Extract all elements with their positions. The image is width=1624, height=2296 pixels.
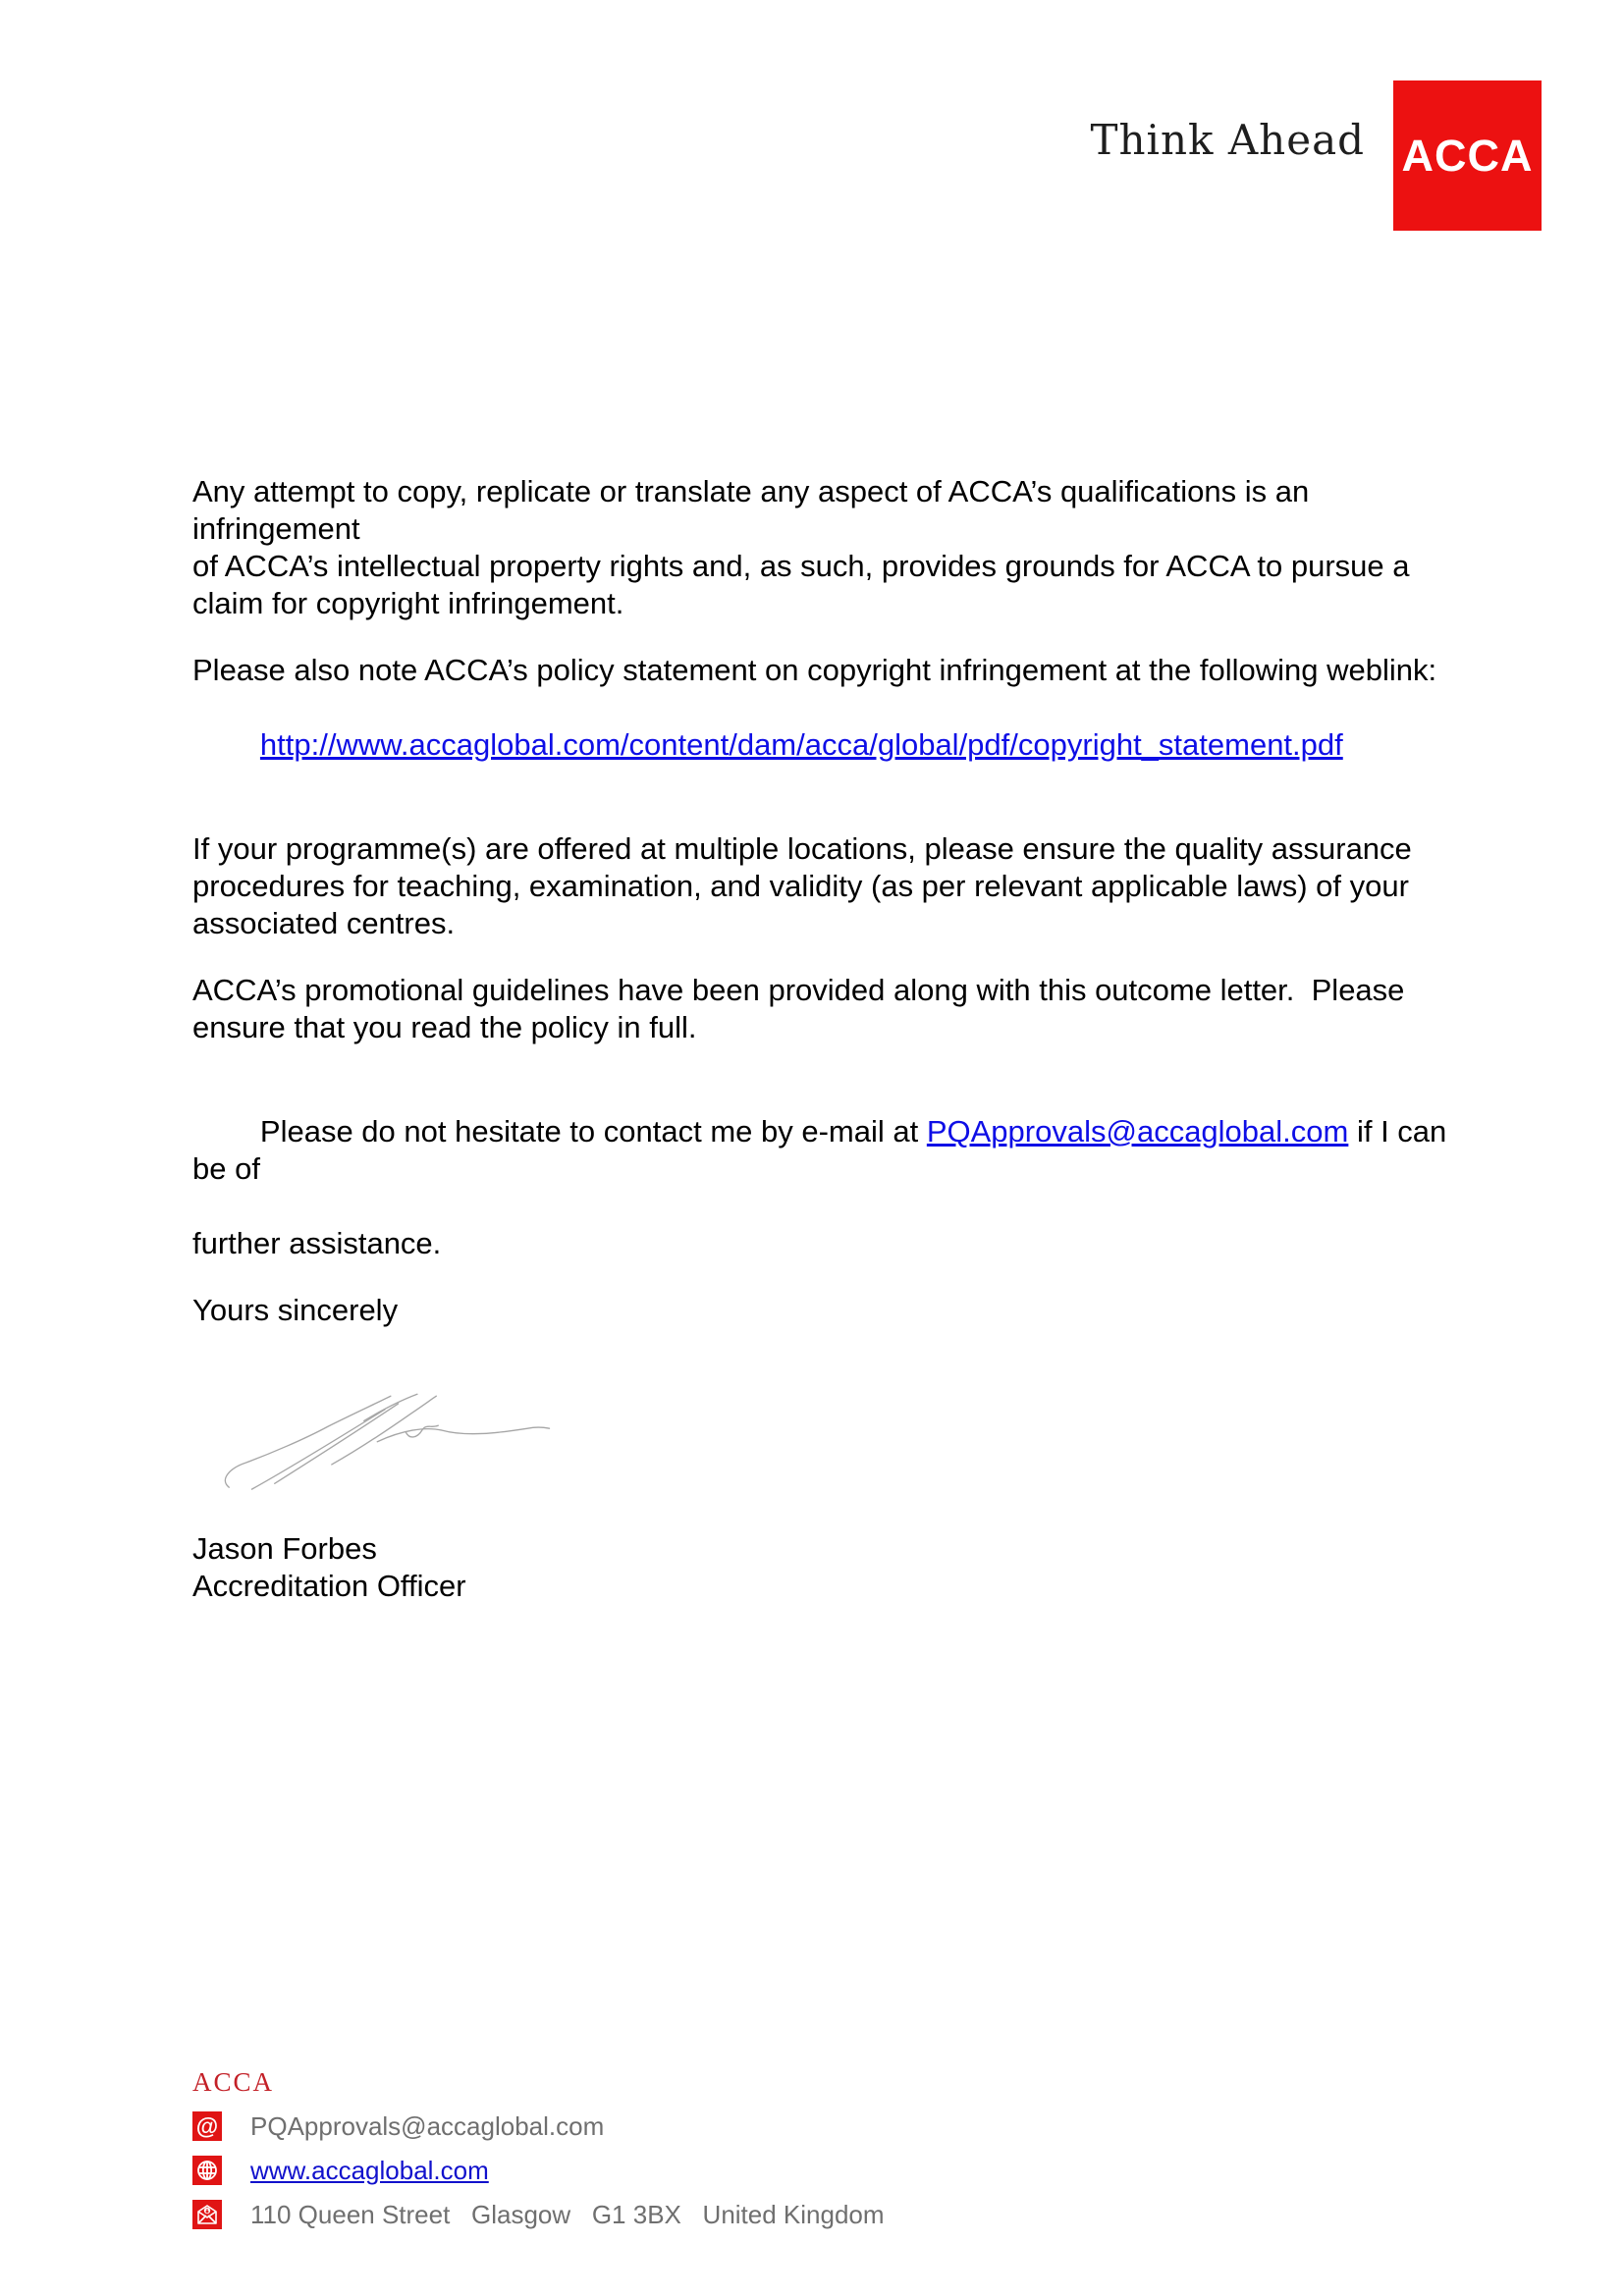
footer [192, 2067, 1272, 2229]
footer-website-row [192, 2156, 1272, 2185]
paragraph-line: ensure that you read the policy in full. [192, 1010, 697, 1044]
paragraph-promotional-guidelines [192, 972, 1479, 1046]
paragraph-multiple-locations [192, 830, 1479, 942]
signature-block [192, 1530, 1479, 1605]
paragraph-line: Any attempt to copy, replicate or translate any aspect of ACCA’s qualifications is an infringement [192, 474, 1318, 546]
acca-logo [1393, 80, 1542, 231]
paragraph-line: further assistance. [192, 1226, 442, 1260]
footer-address-text: 110 Queen Street Glasgow G1 3BX United Kingdom [250, 2199, 885, 2229]
footer-address-row [192, 2200, 1272, 2229]
paragraph-line: Please also note ACCA’s policy statement on copyright infringement at the following weblink: [192, 653, 1437, 687]
paragraph-policy-statement [192, 652, 1479, 801]
footer-acca-wordmark: ACCA [192, 2067, 275, 2097]
mail-icon [192, 2200, 222, 2229]
signature-image [219, 1373, 553, 1493]
acca-logo-text: ACCA [1401, 130, 1534, 181]
globe-icon [192, 2156, 222, 2185]
paragraph-line: procedures for teaching, examination, and validity (as per relevant applicable laws) of your [192, 869, 1409, 903]
pqapprovals-email-link[interactable]: PQApprovals@accaglobal.com [926, 1114, 1349, 1148]
footer-email-text: PQApprovals@accaglobal.com [250, 2110, 605, 2141]
closing-salutation: Yours sincerely [192, 1293, 399, 1327]
paragraph-line: claim for copyright infringement. [192, 586, 624, 620]
think-ahead-tagline: Think Ahead [1090, 116, 1365, 164]
footer-email-row [192, 2111, 1272, 2141]
copyright-statement-link[interactable]: http://www.accaglobal.com/content/dam/acca/global/pdf/copyright_statement.pdf [259, 727, 1343, 762]
letter-body [192, 473, 1479, 1605]
paragraph-line: If your programme(s) are offered at multiple locations, please ensure the quality assurance [192, 831, 1412, 866]
paragraph-line: ACCA’s promotional guidelines have been provided along with this outcome letter. Please [192, 973, 1405, 1007]
at-icon: @ [192, 2111, 222, 2141]
paragraph-line: of ACCA’s intellectual property rights and, as such, provides grounds for ACCA to pursue a [192, 549, 1410, 583]
signature-scribble [219, 1373, 553, 1493]
paragraph-line: associated centres. [192, 906, 456, 940]
paragraph-copyright-claim [192, 473, 1479, 622]
signer-title: Accreditation Officer [192, 1569, 466, 1603]
footer-website-link[interactable]: www.accaglobal.com [250, 2155, 489, 2185]
contact-text-before: Please do not hesitate to contact me by e-mail at [259, 1114, 927, 1148]
signer-name: Jason Forbes [192, 1531, 377, 1566]
contact-text-after: if I can be of [192, 1114, 1455, 1186]
paragraph-contact [192, 1076, 1479, 1262]
